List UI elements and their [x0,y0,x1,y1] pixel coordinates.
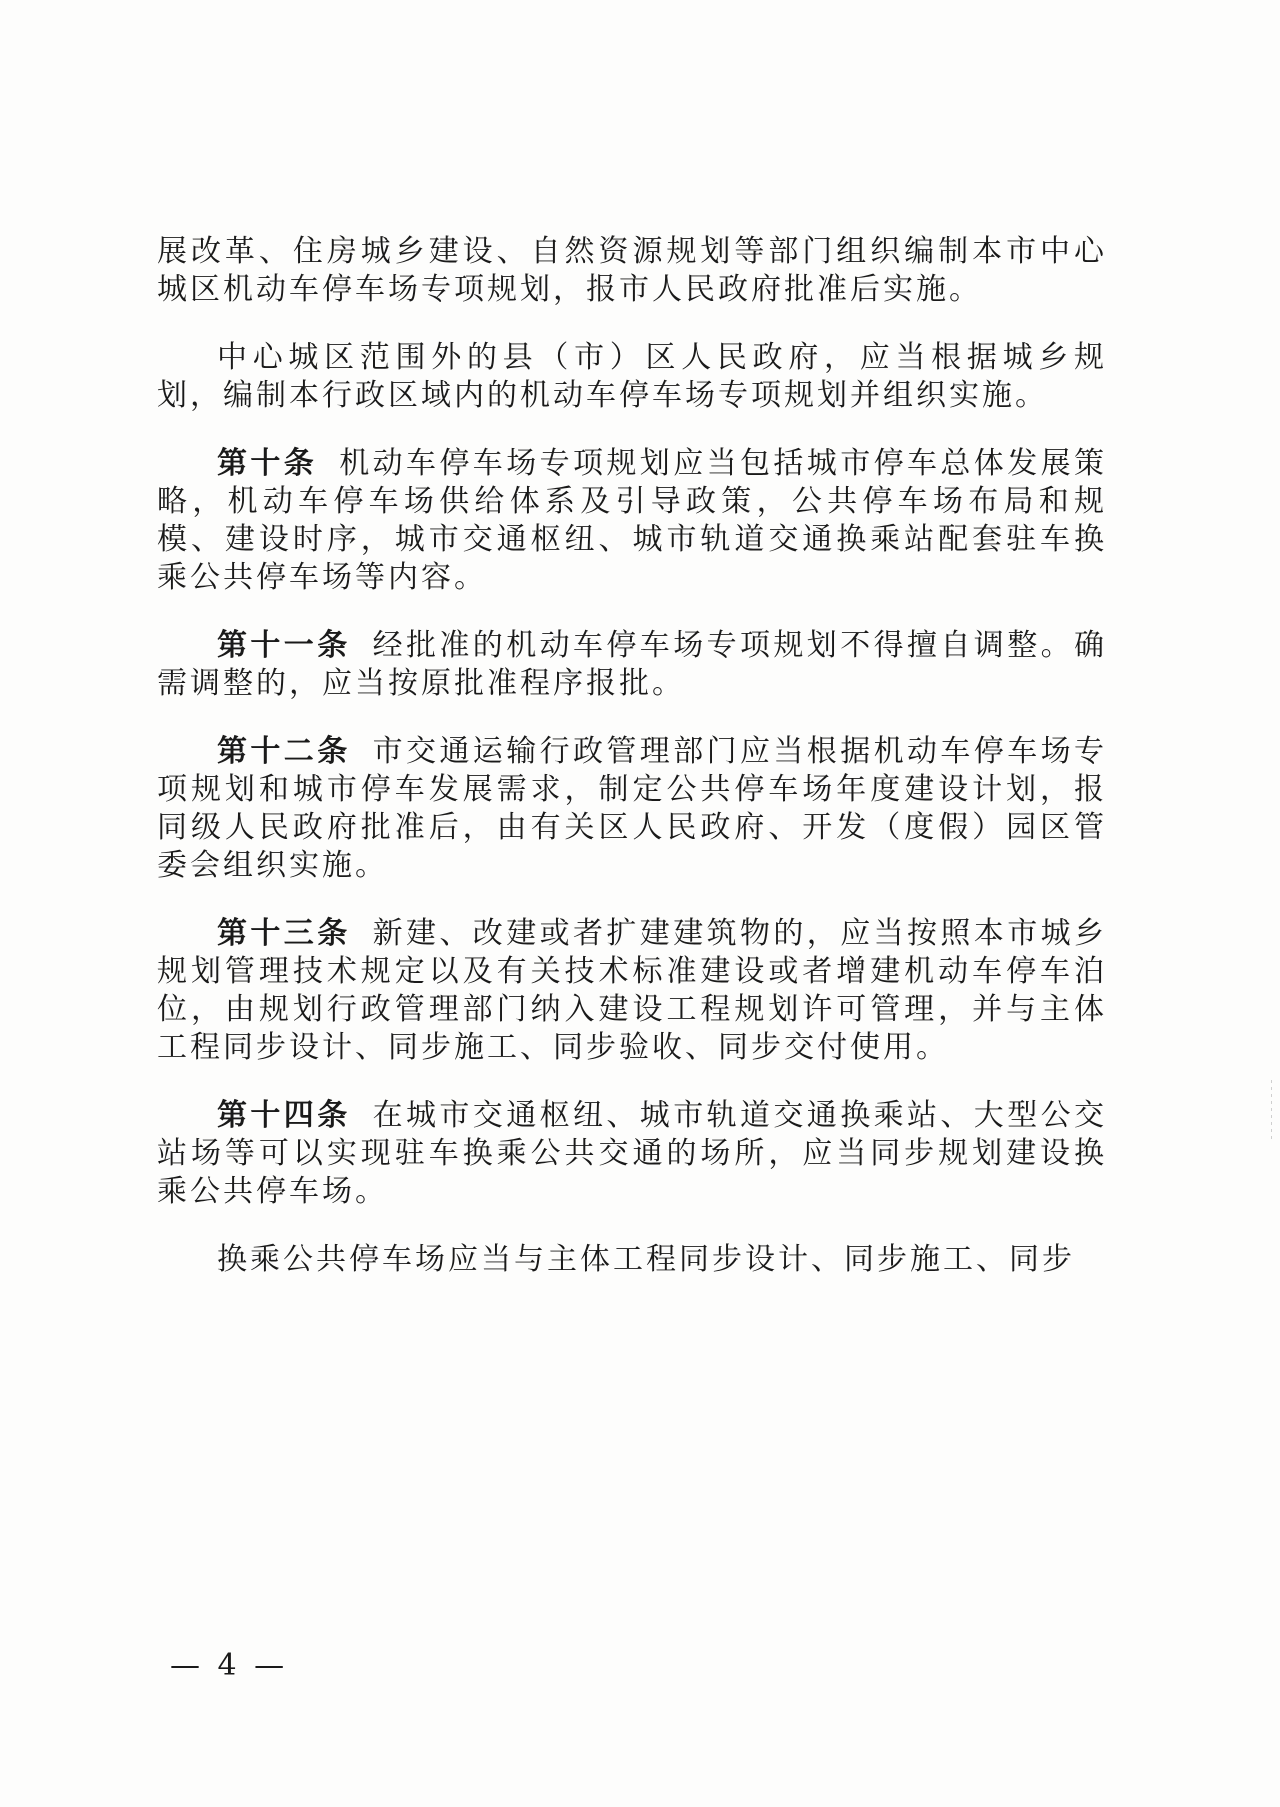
document-body [157,233,1107,1309]
paragraph-text: 机动车停车场专项规划应当包括城市停车总体发展策略，机动车停车场供给体系及引导政策，公共停车场布局和规模、建设时序，城市交通枢纽、城市轨道交通换乘站配套驻车换乘公共停车场等内容。 [157,446,1108,595]
article-title: 第十二条 [217,734,351,769]
article-title: 第十三条 [217,916,351,951]
paragraph-text: 换乘公共停车场应当与主体工程同步设计、同步施工、同步 [217,1242,1075,1277]
paragraph-text: 在城市交通枢纽、城市轨道交通换乘站、大型公交站场等可以实现驻车换乘公共交通的场所，应当同步规划建设换乘公共停车场。 [157,1098,1108,1209]
article-title: 第十条 [217,446,318,481]
paragraph [157,233,1107,309]
scan-edge-mark [1271,1080,1272,1140]
paragraph-text: 展改革、住房城乡建设、自然资源规划等部门组织编制本市中心城区机动车停车场专项规划，报市人民政府批准后实施。 [157,234,1107,307]
paragraph-text: 新建、改建或者扩建建筑物的，应当按照本市城乡规划管理技术规定以及有关技术标准建设或者增建机动车停车泊位，由规划行政管理部门纳入建设工程规划许可管理，并与主体工程同步设计、同步施工、同步验收、同步交付使用。 [157,916,1108,1065]
article-11 [157,627,1107,703]
article-title: 第十一条 [217,628,351,663]
article-title: 第十四条 [217,1098,351,1133]
paragraph-text: 中心城区范围外的县（市）区人民政府，应当根据城乡规划，编制本行政区域内的机动车停车场专项规划并组织实施。 [157,340,1107,413]
paragraph-text: 经批准的机动车停车场专项规划不得擅自调整。确需调整的，应当按原批准程序报批。 [157,628,1108,701]
paragraph [157,339,1107,415]
page-number: — 4 — [170,1648,289,1683]
article-13 [157,915,1107,1067]
paragraph-text: 市交通运输行政管理部门应当根据机动车停车场专项规划和城市停车发展需求，制定公共停车场年度建设计划，报同级人民政府批准后，由有关区人民政府、开发（度假）园区管委会组织实施。 [157,734,1108,883]
article-14 [157,1097,1107,1211]
article-12 [157,733,1107,885]
paragraph [157,1241,1107,1279]
article-10 [157,445,1107,597]
